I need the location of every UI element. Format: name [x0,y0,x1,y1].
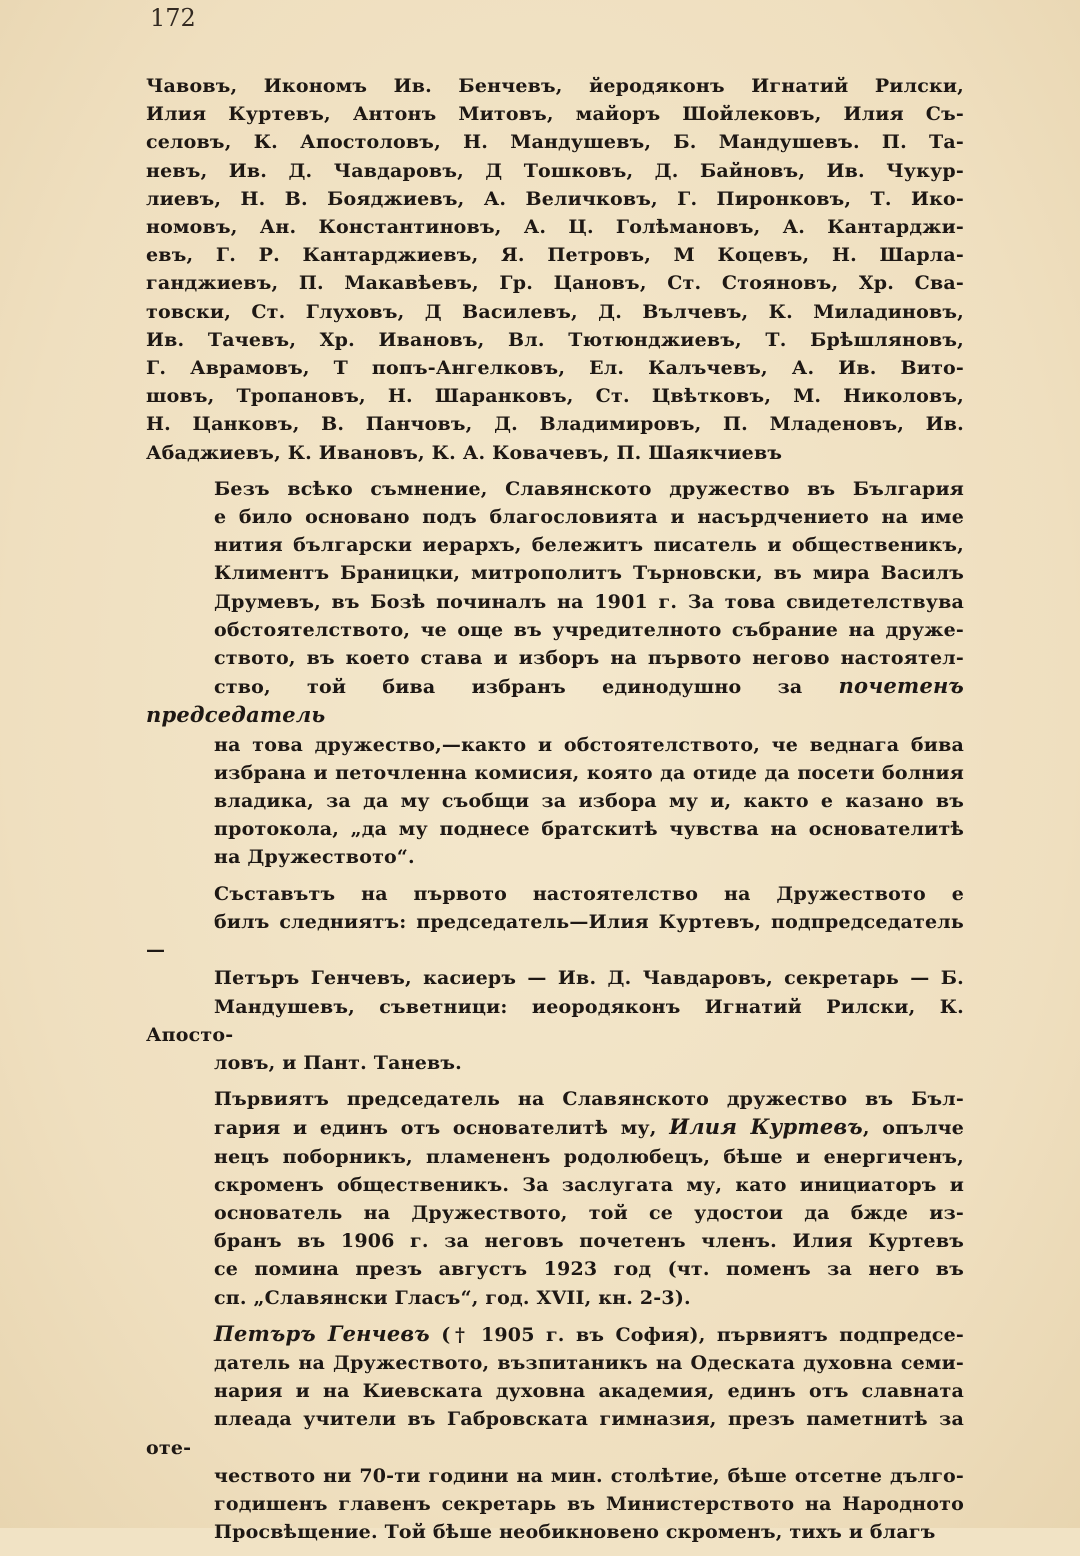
text-line: нития български иерархъ, бележитъ писатель и общественикъ, [214,534,964,557]
text-line: ганджиевъ, П. Макавѣевъ, Гр. Цановъ, Ст. Стояновъ, Хр. Сва- [146,272,964,295]
text-line: нецъ поборникъ, пламененъ родолюбецъ, бѣше и енергиченъ, [214,1145,964,1168]
text-line: Съставътъ на първото настоятелство на Дружеството е [214,882,964,905]
text-line: селовъ, К. Апостоловъ, Н. Мандушевъ, Б. Мандушевъ. П. Та- [146,131,964,154]
text-line: Мандушевъ, съветници: иеородяконъ Игнатий Рилски, К. Апосто- [146,995,964,1046]
text-line: на Дружеството“. [214,846,415,869]
body-text [146,72,964,1556]
text-line: евъ, Г. Р. Кантарджиевъ, Я. Петровъ, М Коцевъ, Н. Шарла- [146,244,964,267]
text-line: шовъ, Тропановъ, Н. Шаранковъ, Ст. Цвѣтковъ, М. Николовъ, [146,385,964,408]
text-line: е било основано подъ благословията и насърдчението на име [214,506,964,529]
text-line: обстоятелството, че още въ учредителното събрание на друже- [214,618,964,641]
emphasis-text: почетенъ председатель [146,673,964,728]
text-line: бранъ въ 1906 г. за неговъ почетенъ членъ. Илия Куртевъ [214,1230,964,1253]
paragraph-founders-list [146,72,964,467]
text-line: ство, той бива избранъ единодушно за почетенъ председатель [146,673,964,728]
text-line: Ив. Тачевъ, Хр. Ивановъ, Вл. Тютюнджиевъ, Т. Брѣшляновъ, [146,328,964,351]
text-line: Чавовъ, Икономъ Ив. Бенчевъ, йеродяконъ Игнатий Рилски, [146,75,964,97]
text-line: лиевъ, Н. В. Бояджиевъ, А. Величковъ, Г. Пиронковъ, Т. Ико- [146,187,964,210]
text-line: ството, въ което става и изборъ на първото негово настоятел- [214,647,964,670]
text-line: невъ, Ив. Д. Чавдаровъ, Д Тошковъ, Д. Байновъ, Ив. Чукур- [146,159,964,182]
emphasis-text: Илия Куртевъ [669,1114,863,1140]
text-line: Безъ всѣко съмнение, Славянското дружество въ България [214,477,964,500]
text-line: Климентъ Браницки, митрополитъ Търновски, въ мира Василъ [214,562,964,585]
text-line: Първиятъ председатель на Славянското дружество въ Бъл- [214,1088,964,1111]
paragraph-founding [146,475,964,872]
text-line: Абаджиевъ, К. Ивановъ, К. А. Ковачевъ, П. Шаякчиевъ [146,441,783,464]
text-line: плеада учители въ Габровската гимназия, презъ паметнитѣ за оте- [146,1408,964,1459]
text-line: билъ следниятъ: председатель—Илия Куртевъ, подпредседатель— [146,910,964,962]
emphasis-text: Петъръ Генчевъ [214,1320,430,1346]
text-line: номовъ, Ан. Константиновъ, А. Ц. Голѣмановъ, А. Кантарджи- [146,216,964,239]
text-line: сп. „Славянски Гласъ“, год. XVII, кн. 2-3). [214,1286,691,1309]
text-line: Г. Аврамовъ, Т попъ-Ангелковъ, Ел. Калъчевъ, А. Ив. Вито- [146,357,964,380]
text-line: избрана и петочленна комисия, която да отиде да посети болния [214,761,964,784]
text-line: Н. Цанковъ, В. Панчовъ, Д. Владимировъ, П. Младеновъ, Ив. [146,413,964,436]
text-line: Петъръ Генчевъ, касиеръ — Ив. Д. Чавдаровъ, секретарь — Б. [214,967,964,990]
text-line: Друмевъ, въ Бозѣ починалъ на 1901 г. За това свидетелствува [214,590,964,613]
text-line: товски, Ст. Глуховъ, Д Василевъ, Д. Вълчевъ, К. Миладиновъ, [146,300,964,323]
text-line: основатель на Дружеството, той се удостои да бжде из- [214,1201,964,1224]
text-line: Петъръ Генчевъ († 1905 г. въ София), първиятъ подпредсе- [214,1320,964,1346]
paragraph-iliya-kurtev [146,1085,964,1312]
paragraph-petar-genchev [146,1320,964,1547]
text-line: скроменъ общественикъ. За заслугата му, като инициаторъ и [214,1173,964,1196]
text-line: гария и единъ отъ основателитѣ му, Илия Куртевъ, опълче [214,1114,964,1140]
text-line: Илия Куртевъ, Антонъ Митовъ, майоръ Шойлековъ, Илия Съ- [146,103,964,126]
text-line: Просвѣщение. Той бѣше необикновено скроменъ, тихъ и благъ [214,1521,936,1544]
text-line: чеството ни 70-ти години на мин. столѣтие, бѣше отсетне дългo- [214,1464,964,1487]
text-line: на това дружество,—както и обстоятелството, че веднага бива [214,733,964,756]
text-line: владика, за да му съобщи за избора му и, както е казано въ [214,790,964,813]
text-line: нария и на Киевската духовна академия, единъ отъ славната [214,1380,964,1403]
page-number: 172 [150,4,196,32]
text-line: датель на Дружеството, възпитаникъ на Одеската духовна семи- [214,1351,964,1374]
text-line: ловъ, и Пант. Таневъ. [214,1051,462,1074]
paragraph-first-board [146,880,964,1077]
text-line: годишенъ главенъ секретарь въ Министерството на Народното [214,1492,964,1515]
text-line: се помина презъ августъ 1923 год (чт. поменъ за него въ [214,1258,964,1281]
text-line: протокола, „да му поднесе братскитѣ чувства на основателитѣ [214,818,964,841]
